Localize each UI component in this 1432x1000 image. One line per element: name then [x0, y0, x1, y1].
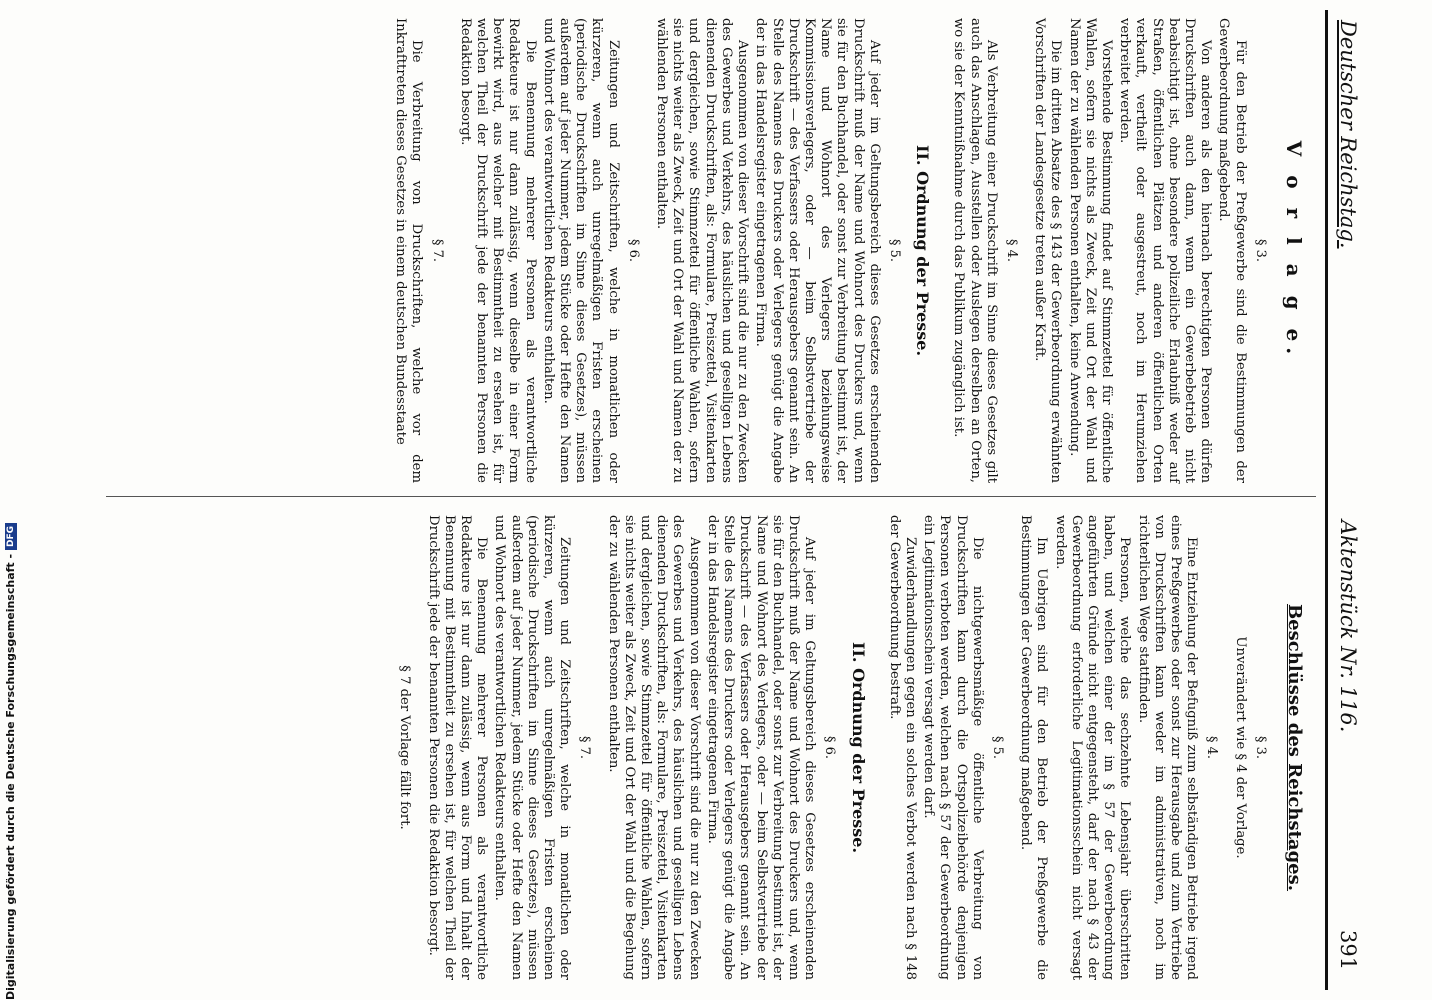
right-column-beschluesse — [394, 515, 1316, 980]
column-separator — [106, 496, 1316, 497]
section-label: § 7. — [429, 238, 445, 263]
paragraph: Die Benennung mehrerer Personen als verantwortliche Redakteure ist nur dann zulässig, wenn aus Form und Inhalt der Benennung mit Bestimmtheit zu ersehen ist, für welchen Theil der Druckschrift jede der benannten Personen die Redaktion besorgt. — [425, 515, 490, 980]
vorlage-title: V o r l a g e. — [1282, 140, 1306, 361]
section-label: § 5. — [886, 238, 902, 263]
paragraph: Die nichtgewerbsmäßige öffentliche Verbreitung von Druckschriften kann durch die Ortspolizeibehörde denjenigen Personen verboten werden, welchen nach § 57 der Gewerbeordnung ein Legitimationsschein versagt werden darf. — [921, 515, 985, 980]
rotated-document-page — [32, 0, 1372, 1000]
section-label: § 4. — [1204, 735, 1220, 760]
paragraph: Von anderen als den hiernach berechtigten Personen dürfen Druckschriften auch dann, wenn ein Gewerbebetrieb nicht beabsichtigt ist, ohne besondere polizeiliche Erlaubniß weder auf Straßen, öffentlichen Plätzen und anderen öffentlichen Orten verkauft, vertheilt oder ausgestreut, noch im Herumziehen verbreitet werden. — [1117, 18, 1214, 483]
paragraph: Auf jeder im Geltungsbereich dieses Gesetzes erscheinenden Druckschrift muß der Name und Wohnort des Druckers und, wenn sie für den Buchhandel, oder sonst zur Verbreitung bestimmt ist, der Name und Wohnort des Verlegers, oder — beim Selbstvertriebe der Druckschrift — des Verfassers oder Herausgebers genannt sein. An Stelle des Namens des Druckers oder Verlegers genügt die Angabe der in das Handelsregister eingetragenen Firma. — [704, 515, 818, 980]
digitization-footer — [4, 523, 17, 1000]
paragraph: Auf jeder im Geltungsbereich dieses Gesetzes erscheinenden Druckschrift muß der Name und Wohnort des Druckers und, wenn sie für den Buchhandel, oder sonst zur Verbreitung bestimmt ist, der Name und Wohnort des Verlegers beziehungsweise Kommissionsverlegers, oder — beim Selbstvertriebe der Druckschrift — des Verfassers oder Herausgebers genannt sein. An Stelle des Namens des Druckers oder Verlegers genügt die Angabe der in das Handelsregister eingetragenen Firma. — [753, 18, 882, 483]
paragraph: Vorstehende Bestimmung findet auf Stimmzettel für öffentliche Wahlen, sofern sie nichts als Zweck, Zeit und Ort der Wahl und Namen der zu wählenden Personen enthalten, keine Anwendung. — [1066, 18, 1114, 483]
paragraph: Als Verbreitung einer Druckschrift im Sinne dieses Gesetzes gilt auch das Anschlagen, Ausstellen oder Auslegen derselben an Orten, wo sie der Kenntnißnahme durch das Publikum zugänglich ist. — [951, 18, 999, 483]
section-label: § 3. — [1252, 735, 1268, 760]
paragraph: Im Uebrigen sind für den Betrieb der Preßgewerbe die Bestimmungen der Gewerbeordnung maßgebend. — [1018, 515, 1050, 980]
paragraph: Ausgenommen von dieser Vorschrift sind die nur zu den Zwecken des Gewerbes und Verkehrs, des häuslichen und geselligen Lebens dienenden Druckschriften, als: Formulare, Preiszettel, Visitenkarten und dergleichen, sowie Stimmzettel für öffentliche Wahlen, sofern sie nichts weiter als Zweck, Zeit und Ort der Wahl und die Begehung der zu wählenden Personen enthalten. — [605, 515, 702, 980]
header-rule — [1325, 10, 1328, 990]
paragraph: Zuwiderhandlungen gegen ein solches Verbot werden nach § 148 der Gewerbeordnung bestraft. — [886, 515, 918, 980]
section-label: § 6. — [822, 735, 838, 760]
paragraph: Die im dritten Absatze des § 143 der Gewerbeordnung erwähnten Vorschriften der Landesgesetze treten außer Kraft. — [1032, 18, 1064, 483]
beschluesse-title: Beschlüsse des Reichstages. — [1284, 603, 1305, 892]
dfg-logo: DFG — [5, 523, 17, 550]
paragraph: Die Benennung mehrerer Personen als verantwortliche Redakteure ist nur dann zulässig, wenn dieselbe in einer Form bewirkt wird, aus welcher mit Bestimmtheit zu ersehen ist, für welchen Theil der Druckschrift jede der benannten Personen die Redaktion besorgt. — [457, 18, 538, 483]
footer-text: Digitalisierung gefördert durch die Deutsche Forschungsgemeinschaft - — [4, 553, 17, 1000]
page-number: 391 — [1336, 930, 1360, 971]
section-label: § 7. — [577, 735, 593, 760]
section-label: § 6. — [625, 238, 641, 263]
section-heading: II. Ordnung der Presse. — [913, 144, 933, 357]
note: § 7 der Vorlage fällt fort. — [397, 665, 413, 830]
section-label: § 4. — [1003, 238, 1019, 263]
page-header — [1330, 0, 1364, 1000]
section-label: § 3. — [1252, 238, 1268, 263]
section-heading: II. Ordnung der Presse. — [848, 641, 868, 854]
paragraph: Ausgenommen von dieser Vorschrift sind die nur zu den Zwecken des Gewerbes und Verkehrs, des häuslichen und geselligen Lebens dienenden Druckschriften, als: Formulare, Preiszettel, Visitenkarten und dergleichen, sowie Stimmzettel für öffentliche Wahlen, sofern sie nichts weiter als Zweck, Zeit und Ort der Wahl und Namen der zu wählenden Personen enthalten. — [654, 18, 751, 483]
paragraph: Zeitungen und Zeitschriften, welche in monatlichen oder kürzeren, wenn auch unregelmäßigen Fristen erscheinen (periodische Druckschriften im Sinne dieses Gesetzes), müssen außerdem auf jeder Nummer, jedem Stücke oder Hefte den Namen und Wohnort des verantwortlichen Redakteurs enthalten. — [492, 515, 573, 980]
section-label: § 5. — [989, 735, 1005, 760]
header-left-title: Deutscher Reichstag. — [1336, 20, 1360, 249]
paragraph: Die Verbreitung von Druckschriften, welche vor dem Inkrafttreten dieses Gesetzes in einem deutschen Bundesstaate — [393, 18, 425, 483]
paragraph: Unverändert wie § 4 der Vorlage. — [1232, 636, 1248, 859]
left-column-vorlage — [390, 18, 1316, 483]
paragraph: Eine Entziehung der Befugniß zum selbständigen Betriebe irgend eines Preßgewerbes oder sonst zur Herausgabe und zum Vertriebe von Druckschriften kann weder im administrativen, noch im richterlichen Wege stattfinden. — [1135, 515, 1200, 980]
paragraph: Personen, welche das sechzehnte Lebensjahr überschritten haben, und welchen einer der im § 57 der Gewerbeordnung angeführten Gründe nicht entgegensteht, darf der nach § 43 der Gewerbeordnung erforderliche Legitimationsschein nicht versagt werden. — [1052, 515, 1133, 980]
paragraph: Zeitungen und Zeitschriften, welche in monatlichen oder kürzeren, wenn auch unregelmäßigen Fristen erscheinen (periodische Druckschriften im Sinne dieses Gesetzes), müssen außerdem auf jeder Nummer, jedem Stücke oder Hefte den Namen und Wohnort des verantwortlichen Redakteurs enthalten. — [540, 18, 621, 483]
header-document-number: Aktenstück Nr. 116. — [1336, 520, 1360, 733]
paragraph: Für den Betrieb der Preßgewerbe sind die Bestimmungen der Gewerbeordnung maßgebend. — [1216, 18, 1248, 483]
